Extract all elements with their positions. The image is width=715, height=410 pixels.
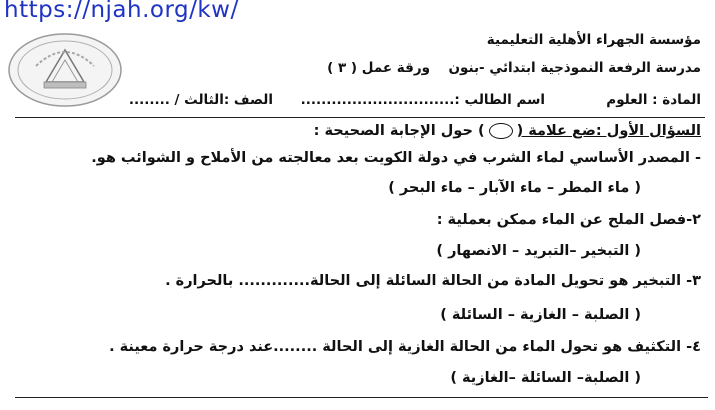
question-item-4: ٤- التكثيف هو تحول الماء من الحالة الغازية إلى الحالة ........عند درجة حرارة معينة . — [109, 339, 701, 355]
question-item-3: ٣- التبخير هو تحويل المادة من الحالة السائلة إلى الحالة............. بالحرارة . — [165, 273, 701, 289]
question-options-2: ( التبخير –التبريد – الانصهار ) — [436, 243, 641, 259]
grade-field: الصف :الثالث / ........ — [128, 92, 273, 108]
school-logo — [6, 30, 124, 108]
institution-name: مؤسسة الجهراء الأهلية التعليمية — [486, 32, 701, 48]
question-title-suffix: ) حول الإجابة الصحيحة : — [313, 123, 485, 139]
question-item-2: ٢-فصل الملح عن الماء ممكن بعملية : — [436, 212, 701, 228]
circle-mark-icon — [489, 123, 513, 139]
section-divider — [15, 397, 708, 398]
student-name-field: اسم الطالب :.............................. — [300, 92, 545, 108]
question-title-prefix: السؤال الأول :ضع علامة ( — [516, 123, 701, 139]
question-options-1: ( ماء المطر – ماء الآبار – ماء البحر ) — [388, 180, 641, 196]
worksheet-number: ورقة عمل ( ٣ ) — [327, 60, 430, 76]
question-item-1: - المصدر الأساسي لماء الشرب في دولة الكويت بعد معالجته من الأملاح و الشوائب هو. — [91, 150, 701, 166]
header-divider — [15, 117, 705, 118]
question-options-4: ( الصلبة– السائلة –الغازية ) — [450, 370, 641, 386]
school-name: مدرسة الرفعة النموذجية ابتدائي -بنون — [448, 60, 701, 76]
question-title — [314, 123, 701, 139]
question-options-3: ( الصلبة – الغازية – السائلة ) — [440, 307, 641, 323]
subject-label: المادة : العلوم — [606, 92, 701, 108]
watermark-url: https://njah.org/kw/ — [4, 0, 239, 23]
